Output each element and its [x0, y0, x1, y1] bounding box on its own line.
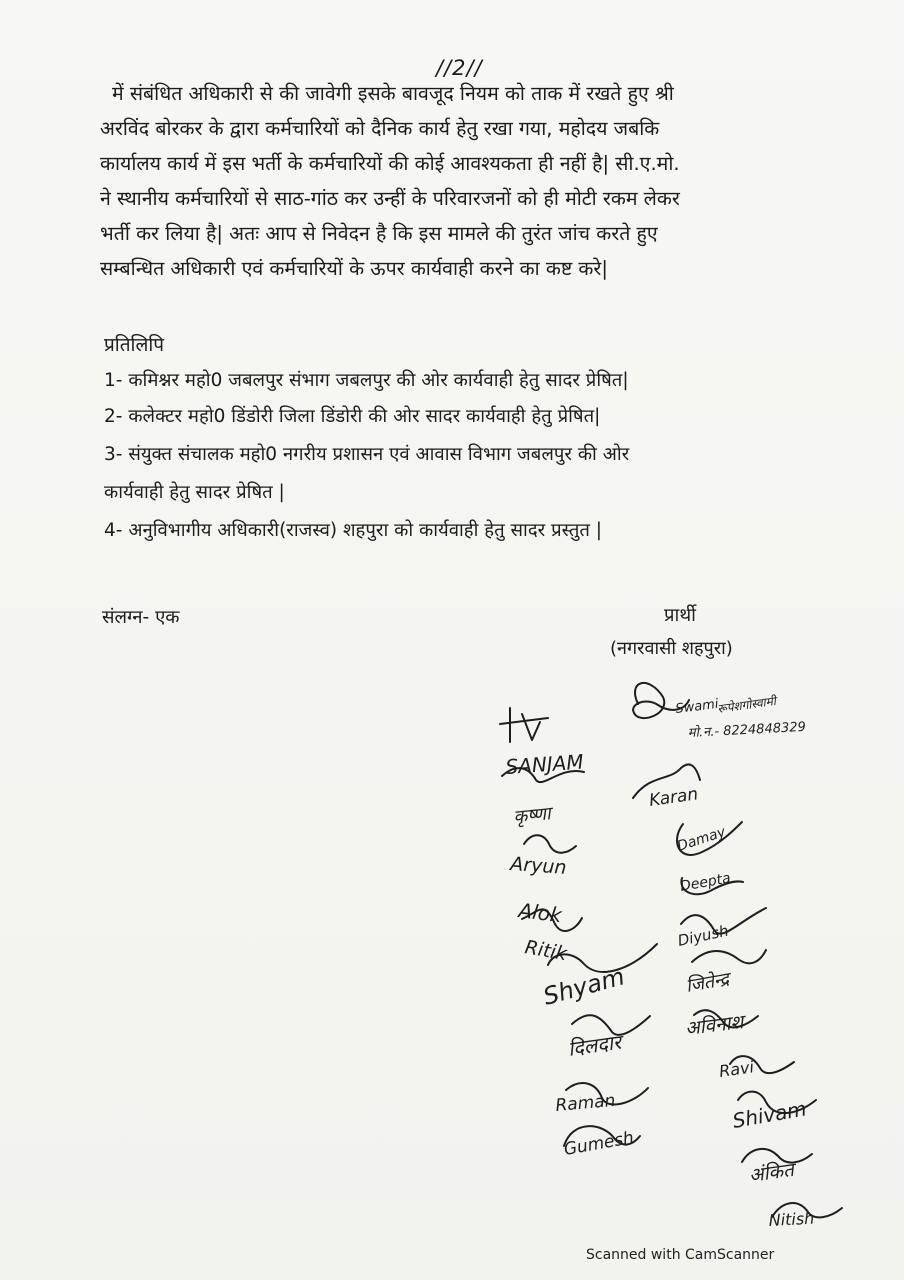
paragraph-line-2: अरविंद बोरकर के द्वारा कर्मचारियों को दैनिक कार्य हेतु रखा गया, महोदय जबकि	[100, 117, 660, 140]
signature-name-14: अविनाश	[683, 1011, 745, 1040]
paragraph-line-3: कार्यालय कार्य में इस भर्ती के कर्मचारियों की कोई आवश्यकता ही नहीं है| सी.ए.मो.	[100, 152, 680, 175]
applicant-title: प्रार्थी	[664, 605, 696, 626]
signature-name-3: SANJAM	[504, 749, 585, 779]
signature-name-9: Alok	[517, 898, 564, 928]
copy-item-4: 4- अनुविभागीय अधिकारी(राजस्व) शहपुरा को कार्यवाही हेतु सादर प्रस्तुत |	[104, 520, 603, 541]
enclosure-label: संलग्न- एक	[102, 607, 180, 628]
signature-name-4: Karan	[647, 784, 700, 811]
signature-name-17: Raman	[554, 1090, 617, 1116]
paragraph-line-4: ने स्थानीय कर्मचारियों से साठ-गांठ कर उन्हीं के परिवारजनों को ही मोटी रकम लेकर	[100, 187, 680, 210]
signature-name-1: Swami	[674, 696, 720, 717]
signature-name-18: Shivam	[730, 1096, 809, 1133]
copy-item-3: 3- संयुक्त संचालक महो0 नगरीय प्रशासन एवं आवास विभाग जबलपुर की ओर	[104, 444, 630, 465]
paragraph-line-6: सम्बन्धित अधिकारी एवं कर्मचारियों के ऊपर कार्यवाही करने का कष्ट करे|	[100, 257, 608, 280]
applicant-subtitle: (नगरवासी शहपुरा)	[610, 638, 733, 659]
signature-stroke-6	[524, 835, 576, 853]
signature-stroke-2	[500, 708, 548, 742]
signature-name-12: Shyam	[540, 962, 628, 1011]
signature-name-21: Nitish	[768, 1208, 815, 1230]
signature-name-8: Deepta	[678, 870, 732, 895]
signature-name-16: Ravi	[717, 1057, 756, 1081]
scanner-watermark: Scanned with CamScanner	[586, 1247, 775, 1263]
signature-name-7: Aryun	[509, 853, 568, 879]
signature-name-19: Gumesh	[562, 1127, 636, 1160]
copy-heading: प्रतिलिपि	[104, 334, 165, 356]
copy-item-2: 2- कलेक्टर महो0 डिंडोरी जिला डिंडोरी की ओर सादर कार्यवाही हेतु प्रेषित|	[104, 406, 601, 427]
copy-item-1: 1- कमिश्नर महो0 जबलपुर संभाग जबलपुर की ओर कार्यवाही हेतु सादर प्रेषित|	[104, 370, 629, 391]
page-number: //2//	[436, 56, 483, 80]
signature-name-15: दिलदार	[566, 1029, 623, 1061]
signature-name-2: रूपेशगोस्वामी	[716, 693, 777, 716]
copy-item-3-continued: कार्यवाही हेतु सादर प्रेषित |	[104, 482, 285, 503]
signature-name-5: कृष्णा	[512, 803, 552, 828]
signature-name-11: Diyush	[676, 921, 731, 950]
signature-stroke-11	[692, 950, 766, 963]
signature-name-10: Ritik	[523, 936, 569, 966]
signature-name-13: जितेन्द्र	[684, 968, 731, 997]
paragraph-line-1: में संबंधित अधिकारी से की जावेगी इसके बावजूद नियम को ताक में रखते हुए श्री	[112, 82, 674, 105]
paragraph-line-5: भर्ती कर लिया है| अतः आप से निवेदन है कि इस मामले की तुरंत जांच करते हुए	[100, 222, 658, 245]
signature-block	[480, 670, 900, 1250]
signature-name-20: अंकित	[747, 1158, 796, 1187]
signature-name-6: Damay	[675, 824, 728, 855]
phone-number: मो.न.- 8224848329	[687, 719, 807, 741]
